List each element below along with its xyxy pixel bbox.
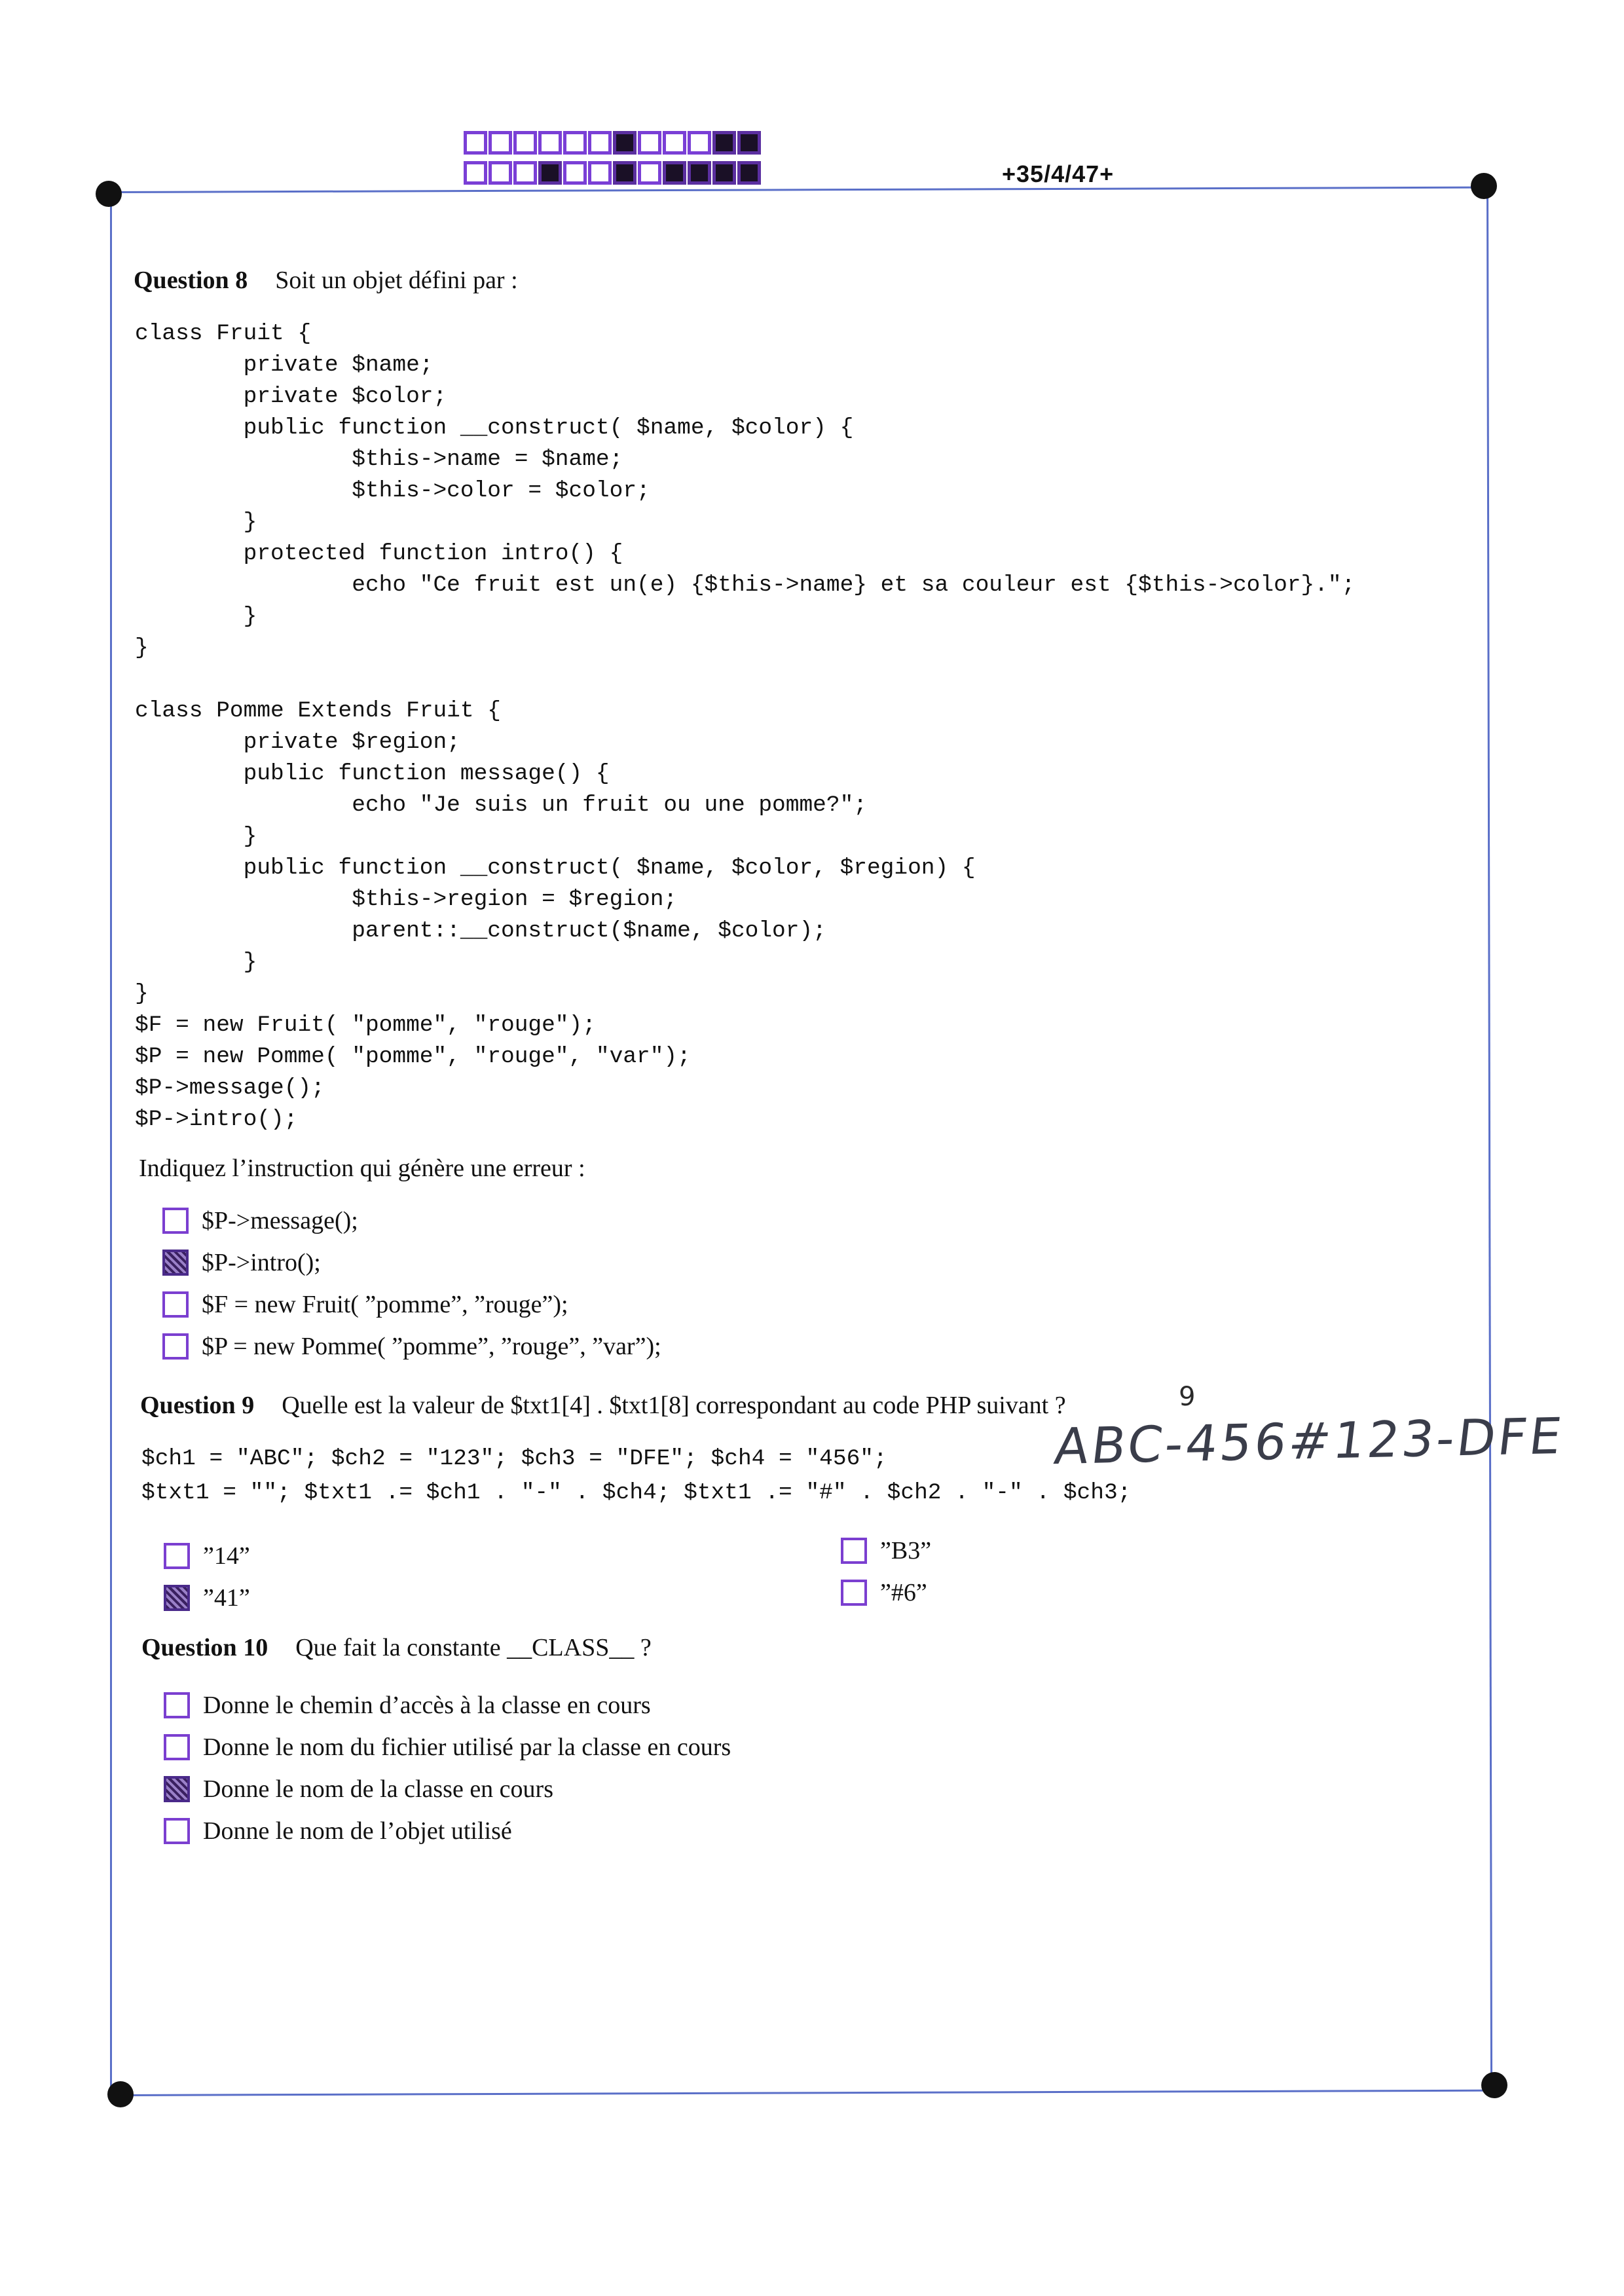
- question-9-label: Question 9: [140, 1392, 255, 1419]
- id-code-cell: [737, 161, 761, 185]
- q9-option-1-checkbox[interactable]: [164, 1543, 190, 1569]
- id-code-cell: [638, 131, 661, 155]
- frame-bottom-line: [120, 2090, 1497, 2096]
- q9-option-3-checkbox[interactable]: [841, 1538, 867, 1564]
- q10-option-4[interactable]: [164, 1817, 512, 1845]
- id-code-cell: [688, 161, 711, 185]
- id-code-cell: [588, 131, 612, 155]
- question-8-label: Question 8: [134, 267, 248, 294]
- id-code-cell: [712, 131, 736, 155]
- id-code-cell: [638, 161, 661, 185]
- q8-option-4-label: $P = new Pomme( ”pomme”, ”rouge”, ”var”);: [202, 1333, 661, 1360]
- q8-option-1-checkbox[interactable]: [162, 1208, 189, 1234]
- id-code-cell: [513, 161, 537, 185]
- q9-option-1-label: ”14”: [203, 1542, 250, 1570]
- q8-option-1[interactable]: [162, 1206, 358, 1235]
- question-9-text: Quelle est la valeur de $txt1[4] . $txt1[8] correspondant au code PHP suivant ?: [282, 1392, 1066, 1419]
- corner-marker-top-left: [96, 181, 122, 207]
- q10-option-2-checkbox[interactable]: [164, 1734, 190, 1760]
- q8-option-2-checkbox[interactable]: [162, 1250, 189, 1276]
- q9-option-2-label: ”41”: [203, 1584, 250, 1612]
- frame-left-line: [110, 193, 112, 2099]
- q9-option-2[interactable]: [164, 1583, 250, 1612]
- question-8-prompt: Indiquez l’instruction qui génère une erreur :: [139, 1155, 585, 1182]
- id-code-cell: [563, 131, 587, 155]
- q8-option-4[interactable]: [162, 1332, 661, 1361]
- frame-top-line: [110, 187, 1486, 193]
- question-9-header: [140, 1391, 1066, 1420]
- q9-option-4-checkbox[interactable]: [841, 1580, 867, 1606]
- id-code-row-1: [464, 131, 762, 155]
- q10-option-1-checkbox[interactable]: [164, 1692, 190, 1718]
- handwritten-mark: 9: [1179, 1382, 1196, 1412]
- q10-option-4-label: Donne le nom de l’objet utilisé: [203, 1817, 512, 1845]
- question-8-header: [134, 266, 518, 295]
- q10-option-2[interactable]: [164, 1733, 731, 1762]
- q8-option-3-label: $F = new Fruit( ”pomme”, ”rouge”);: [202, 1291, 568, 1318]
- question-10-label: Question 10: [141, 1634, 268, 1661]
- q9-option-3[interactable]: [841, 1536, 931, 1565]
- q8-option-3[interactable]: [162, 1290, 568, 1319]
- id-code-cell: [489, 131, 512, 155]
- id-code-cell: [613, 131, 637, 155]
- id-code-cell: [588, 161, 612, 185]
- id-code-cell: [712, 161, 736, 185]
- id-code-cell: [613, 161, 637, 185]
- question-10-header: [141, 1633, 652, 1662]
- question-8-code: class Fruit { private $name; private $color; public function __construct( $name, $color) { $this->name = $name; $this->color = $color; } protected function intro() { echo "Ce fruit est un(e) {$this->name} et sa couleur est {$this->color}."; } } class Pomme Extends Fruit { private $region; public function message() { echo "Je suis un fruit ou une pomme?"; } public function __construct( $name, $color, $region) { $this->region = $region; parent::__construct($name, $color); } } $F = new Fruit( "pomme", "rouge"); $P = new Pomme( "pomme", "rouge", "var"); $P->message(); $P->intro();: [135, 321, 1356, 1132]
- q9-option-2-checkbox[interactable]: [164, 1585, 190, 1611]
- frame-right-line: [1486, 187, 1492, 2092]
- q9-option-4[interactable]: [841, 1578, 927, 1607]
- question-8-text: Soit un objet défini par :: [275, 267, 518, 294]
- question-9-code: $ch1 = "ABC"; $ch2 = "123"; $ch3 = "DFE"; $ch4 = "456"; $txt1 = ""; $txt1 .= $ch1 . "-" . $ch4; $txt1 .= "#" . $ch2 . "-" . $ch3;: [141, 1446, 1132, 1506]
- q10-option-4-checkbox[interactable]: [164, 1818, 190, 1844]
- q8-option-4-checkbox[interactable]: [162, 1333, 189, 1360]
- id-code-cell: [688, 131, 711, 155]
- q8-option-3-checkbox[interactable]: [162, 1291, 189, 1318]
- corner-marker-bottom-right: [1481, 2072, 1507, 2098]
- id-code-cell: [737, 131, 761, 155]
- id-code-cell: [464, 161, 487, 185]
- q10-option-1[interactable]: [164, 1691, 651, 1720]
- id-code-cell: [464, 131, 487, 155]
- q9-option-4-label: ”#6”: [880, 1579, 927, 1606]
- id-code-cell: [489, 161, 512, 185]
- corner-marker-top-right: [1471, 173, 1497, 199]
- id-code-cell: [663, 131, 686, 155]
- q8-option-1-label: $P->message();: [202, 1207, 358, 1234]
- q10-option-3-label: Donne le nom de la classe en cours: [203, 1775, 553, 1803]
- id-code-cell: [513, 131, 537, 155]
- q9-option-1[interactable]: [164, 1542, 250, 1570]
- q10-option-3[interactable]: [164, 1775, 553, 1804]
- id-code-cell: [538, 161, 562, 185]
- page-id: +35/4/47+: [1002, 160, 1115, 187]
- q9-option-3-label: ”B3”: [880, 1537, 932, 1565]
- corner-marker-bottom-left: [107, 2081, 134, 2107]
- q10-option-1-label: Donne le chemin d’accès à la classe en cours: [203, 1692, 651, 1719]
- q10-option-3-checkbox[interactable]: [164, 1776, 190, 1802]
- id-code-cell: [663, 161, 686, 185]
- id-code-cell: [538, 131, 562, 155]
- id-code-row-2: [464, 161, 762, 185]
- q8-option-2-label: $P->intro();: [202, 1249, 321, 1276]
- question-10-text: Que fait la constante __CLASS__ ?: [295, 1634, 652, 1661]
- q8-option-2[interactable]: [162, 1248, 321, 1277]
- id-code-cell: [563, 161, 587, 185]
- q10-option-2-label: Donne le nom du fichier utilisé par la classe en cours: [203, 1733, 731, 1761]
- handwritten-answer: ABC-456#123-DFE: [1051, 1406, 1568, 1476]
